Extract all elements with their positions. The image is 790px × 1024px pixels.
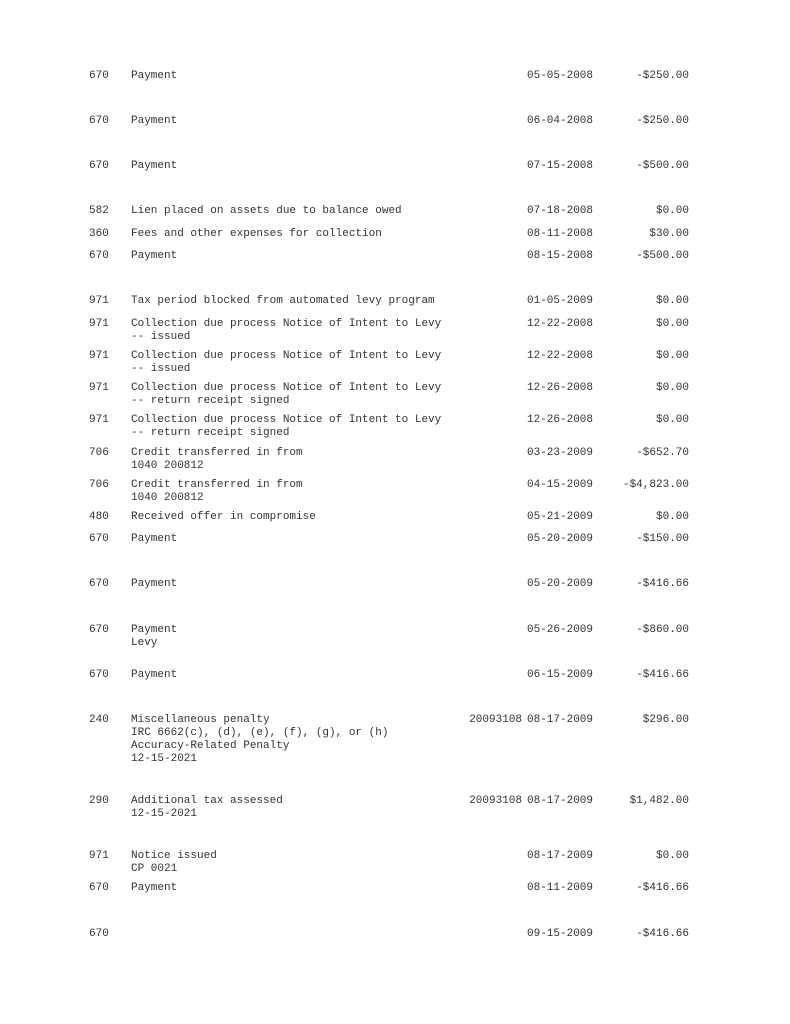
- transaction-description: [131, 479, 303, 505]
- description-line: Payment: [131, 533, 178, 545]
- cycle-number: 20093108: [469, 714, 522, 726]
- description-line: 12-15-2021: [131, 753, 198, 765]
- description-line: -- issued: [131, 363, 191, 375]
- transaction-description: [131, 850, 217, 876]
- transaction-description: [131, 511, 316, 524]
- transaction-description: [131, 205, 402, 218]
- transaction-code: 670: [89, 624, 109, 636]
- transaction-code: 670: [89, 533, 109, 545]
- description-line: 1040 200812: [131, 492, 204, 504]
- description-line: CP 0021: [131, 863, 178, 875]
- transaction-amount: $0.00: [655, 295, 689, 307]
- transaction-date: 12-22-2008: [527, 318, 594, 330]
- transaction-amount: -$250.00: [636, 115, 689, 127]
- description-line: Collection due process Notice of Intent to Levy: [131, 382, 442, 394]
- description-line: Payment: [131, 250, 178, 262]
- description-line: Notice issued: [131, 850, 217, 862]
- transaction-description: [131, 795, 283, 821]
- transaction-amount: -$250.00: [636, 70, 689, 82]
- transaction-description: [131, 624, 177, 650]
- transaction-amount: -$416.66: [636, 882, 689, 894]
- transaction-amount: $1,482.00: [629, 795, 689, 807]
- transaction-date: 06-15-2009: [527, 669, 594, 681]
- transaction-amount: -$416.66: [636, 669, 689, 681]
- transaction-date: 12-22-2008: [527, 350, 594, 362]
- transaction-description: [131, 295, 435, 308]
- transaction-amount: -$416.66: [636, 578, 689, 590]
- description-line: Received offer in compromise: [131, 511, 316, 523]
- description-line: Payment: [131, 578, 178, 590]
- description-line: Credit transferred in from: [131, 447, 303, 459]
- transaction-description: [131, 70, 177, 83]
- transaction-description: [131, 228, 382, 241]
- transaction-description: [131, 160, 177, 173]
- transaction-date: 05-20-2009: [527, 578, 594, 590]
- transaction-description: [131, 250, 177, 263]
- transaction-amount: $0.00: [655, 850, 689, 862]
- description-line: Levy: [131, 637, 158, 649]
- transaction-date: 07-15-2008: [527, 160, 594, 172]
- transaction-amount: $0.00: [655, 318, 689, 330]
- transaction-description: [131, 447, 303, 473]
- transaction-date: 12-26-2008: [527, 382, 594, 394]
- transaction-code: 290: [89, 795, 109, 807]
- transaction-date: 04-15-2009: [527, 479, 594, 491]
- transaction-description: [131, 414, 441, 440]
- description-line: Additional tax assessed: [131, 795, 283, 807]
- transaction-date: 08-17-2009: [527, 795, 594, 807]
- transaction-date: 06-04-2008: [527, 115, 594, 127]
- description-line: Credit transferred in from: [131, 479, 303, 491]
- transaction-code: 971: [89, 318, 109, 330]
- transaction-code: 670: [89, 578, 109, 590]
- description-line: Tax period blocked from automated levy program: [131, 295, 435, 307]
- transaction-date: 05-05-2008: [527, 70, 594, 82]
- transaction-code: 971: [89, 850, 109, 862]
- transaction-date: 09-15-2009: [527, 928, 594, 940]
- description-line: Payment: [131, 70, 178, 82]
- transaction-date: 03-23-2009: [527, 447, 594, 459]
- description-line: IRC 6662(c), (d), (e), (f), (g), or (h): [131, 727, 389, 739]
- transaction-code: 706: [89, 479, 109, 491]
- transaction-code: 971: [89, 295, 109, 307]
- transaction-code: 670: [89, 160, 109, 172]
- transaction-description: [131, 382, 441, 408]
- transaction-amount: $296.00: [642, 714, 689, 726]
- transaction-amount: $30.00: [649, 228, 689, 240]
- description-line: Payment: [131, 115, 178, 127]
- transaction-code: 971: [89, 382, 109, 394]
- transaction-description: [131, 115, 177, 128]
- transaction-code: 971: [89, 350, 109, 362]
- transaction-date: 05-26-2009: [527, 624, 594, 636]
- transaction-code: 670: [89, 115, 109, 127]
- transaction-amount: $0.00: [655, 382, 689, 394]
- transaction-code: 480: [89, 511, 109, 523]
- description-line: -- return receipt signed: [131, 395, 290, 407]
- transaction-date: 08-15-2008: [527, 250, 594, 262]
- description-line: Payment: [131, 624, 178, 636]
- description-line: Payment: [131, 882, 178, 894]
- transaction-code: 670: [89, 928, 109, 940]
- transaction-amount: -$150.00: [636, 533, 689, 545]
- description-line: Miscellaneous penalty: [131, 714, 270, 726]
- transaction-description: [131, 882, 177, 895]
- transaction-amount: $0.00: [655, 511, 689, 523]
- transaction-code: 706: [89, 447, 109, 459]
- transaction-amount: -$860.00: [636, 624, 689, 636]
- transaction-amount: $0.00: [655, 414, 689, 426]
- transaction-description: [131, 669, 177, 682]
- description-line: Collection due process Notice of Intent to Levy: [131, 350, 442, 362]
- transaction-code: 670: [89, 250, 109, 262]
- transaction-amount: -$416.66: [636, 928, 689, 940]
- transaction-code: 670: [89, 669, 109, 681]
- transaction-description: [131, 350, 441, 376]
- description-line: Collection due process Notice of Intent to Levy: [131, 414, 442, 426]
- transaction-date: 08-11-2008: [527, 228, 594, 240]
- transaction-amount: -$500.00: [636, 160, 689, 172]
- description-line: Payment: [131, 669, 178, 681]
- description-line: Collection due process Notice of Intent to Levy: [131, 318, 442, 330]
- transaction-date: 12-26-2008: [527, 414, 594, 426]
- description-line: -- return receipt signed: [131, 427, 290, 439]
- description-line: 12-15-2021: [131, 808, 198, 820]
- transaction-date: 05-20-2009: [527, 533, 594, 545]
- description-line: Payment: [131, 160, 178, 172]
- transaction-amount: -$4,823.00: [622, 479, 689, 491]
- transaction-code: 240: [89, 714, 109, 726]
- description-line: Accuracy-Related Penalty: [131, 740, 290, 752]
- transaction-date: 08-17-2009: [527, 850, 594, 862]
- transaction-amount: $0.00: [655, 350, 689, 362]
- transaction-description: [131, 578, 177, 591]
- description-line: Lien placed on assets due to balance owed: [131, 205, 402, 217]
- transaction-date: 05-21-2009: [527, 511, 594, 523]
- cycle-number: 20093108: [469, 795, 522, 807]
- transaction-code: 360: [89, 228, 109, 240]
- transaction-amount: -$652.70: [636, 447, 689, 459]
- transaction-description: [131, 318, 441, 344]
- transaction-date: 07-18-2008: [527, 205, 594, 217]
- transaction-description: [131, 714, 388, 766]
- description-line: Fees and other expenses for collection: [131, 228, 382, 240]
- transaction-date: 01-05-2009: [527, 295, 594, 307]
- description-line: -- issued: [131, 331, 191, 343]
- transaction-description: [131, 533, 177, 546]
- transaction-code: 670: [89, 70, 109, 82]
- transaction-code: 582: [89, 205, 109, 217]
- transaction-code: 971: [89, 414, 109, 426]
- transaction-amount: $0.00: [655, 205, 689, 217]
- transaction-date: 08-11-2009: [527, 882, 594, 894]
- transaction-amount: -$500.00: [636, 250, 689, 262]
- transaction-date: 08-17-2009: [527, 714, 594, 726]
- transaction-code: 670: [89, 882, 109, 894]
- description-line: 1040 200812: [131, 460, 204, 472]
